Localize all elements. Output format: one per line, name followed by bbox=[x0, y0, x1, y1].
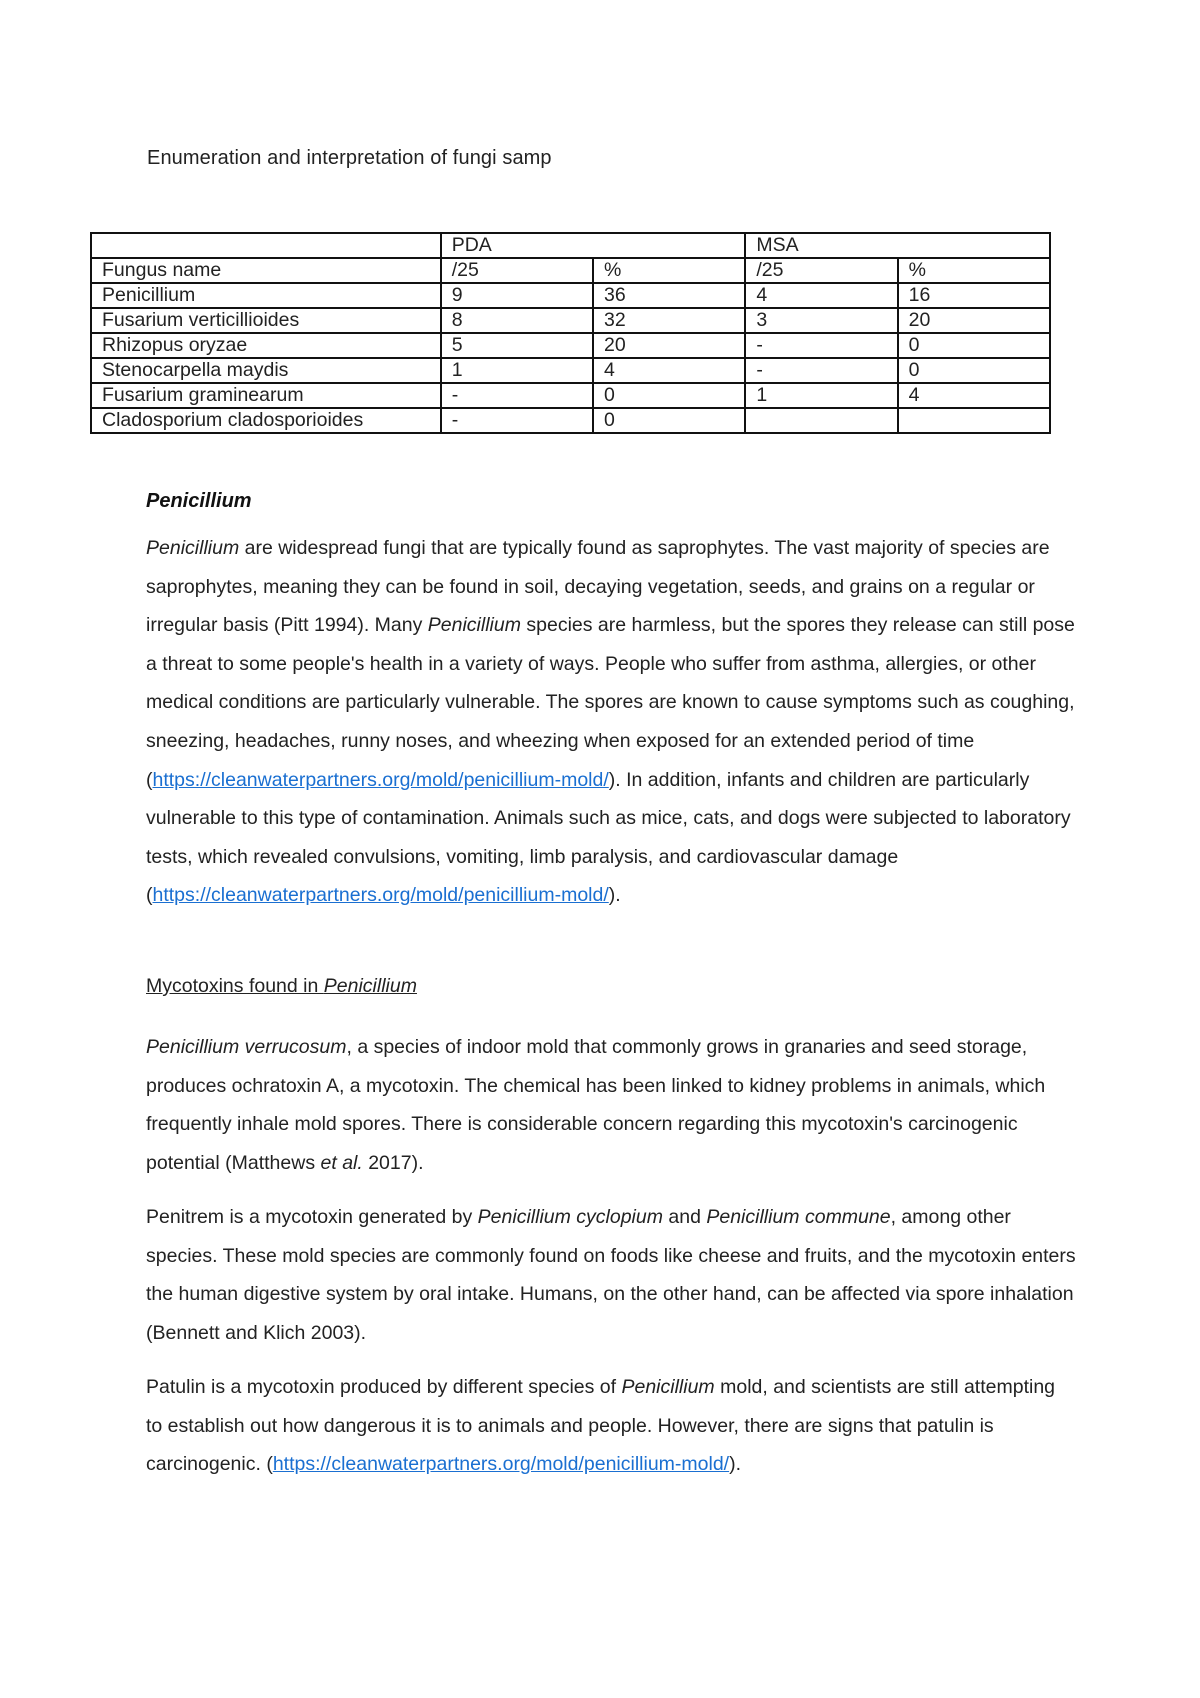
msa-percent-cell: 20 bbox=[898, 308, 1050, 333]
italic-text: Penicillium commune bbox=[706, 1206, 891, 1228]
italic-text: Penicillium cyclopium bbox=[477, 1206, 663, 1228]
fungus-name-cell: Rhizopus oryzae bbox=[91, 333, 441, 358]
paragraph-ochratoxin bbox=[146, 1028, 1076, 1182]
italic-text: Penicillium bbox=[621, 1376, 715, 1398]
paragraph-text: Penitrem is a mycotoxin generated by bbox=[146, 1206, 478, 1228]
paragraph-text: , among other species. These mold species are commonly found on foods like cheese and fruits, and the mycotoxin enters the human digestive system by oral intake. Humans, on the other hand, can be affected via spore inhalation (Bennett and Klich 2003). bbox=[146, 1206, 1076, 1344]
table-row bbox=[91, 408, 1050, 433]
table-group-header-row bbox=[91, 233, 1050, 258]
pda-percent-cell: 0 bbox=[593, 383, 745, 408]
reference-link[interactable]: https://cleanwaterpartners.org/mold/penicillium-mold/ bbox=[152, 884, 609, 907]
table-header-cell bbox=[91, 233, 441, 258]
table-header-cell: % bbox=[593, 258, 745, 283]
msa-count-cell: - bbox=[745, 358, 897, 383]
table-column-header-row bbox=[91, 258, 1050, 283]
paragraph-text: ). In addition, infants and children are particularly vulnerable to this type of contamination. Animals such as mice, cats, and dogs were subjected to laboratory tests, which revealed convulsions, vomiting, limb paralysis, and cardiovascular damage ( bbox=[146, 768, 1071, 907]
msa-count-cell: 4 bbox=[745, 283, 897, 308]
msa-count-cell bbox=[745, 408, 897, 433]
pda-percent-cell: 36 bbox=[593, 283, 745, 308]
table-row bbox=[91, 358, 1050, 383]
msa-percent-cell: 0 bbox=[898, 358, 1050, 383]
table-row bbox=[91, 308, 1050, 333]
msa-count-cell: - bbox=[745, 333, 897, 358]
table-row bbox=[91, 383, 1050, 408]
paragraph-text: species are harmless, but the spores they release can still pose a threat to some people's health in a variety of ways. People who suffer from asthma, allergies, or other medical conditions are particularly vulnerable. The spores are known to cause symptoms such as coughing, sneezing, headaches, runny noses, and wheezing when exposed for an extended period of time ( bbox=[146, 614, 1075, 791]
paragraph-text: mold, and scientists are still attempting to establish out how dangerous it is to animals and people. However, there are signs that patulin is carcinogenic. ( bbox=[146, 1376, 1056, 1476]
table-row bbox=[91, 283, 1050, 308]
table-header-cell: /25 bbox=[441, 258, 593, 283]
pda-percent-cell: 32 bbox=[593, 308, 745, 333]
msa-percent-cell bbox=[898, 408, 1050, 433]
italic-text: Penicillium bbox=[427, 614, 521, 637]
msa-percent-cell: 0 bbox=[898, 333, 1050, 358]
table-header-pda: PDA bbox=[441, 233, 746, 258]
pda-percent-cell: 20 bbox=[593, 333, 745, 358]
reference-link[interactable]: https://cleanwaterpartners.org/mold/penicillium-mold/ bbox=[272, 1453, 730, 1476]
table-header-cell: /25 bbox=[745, 258, 897, 283]
section-heading: Penicillium bbox=[146, 490, 252, 512]
msa-count-cell: 1 bbox=[745, 383, 897, 408]
subheading-text: Mycotoxins found in bbox=[146, 975, 324, 997]
pda-percent-cell: 4 bbox=[593, 358, 745, 383]
msa-percent-cell: 16 bbox=[898, 283, 1050, 308]
pda-count-cell: 1 bbox=[441, 358, 593, 383]
paragraph-penicillium-overview bbox=[146, 529, 1076, 915]
italic-text: et al. bbox=[320, 1151, 363, 1174]
msa-count-cell: 3 bbox=[745, 308, 897, 333]
fungus-name-cell: Fusarium verticillioides bbox=[91, 308, 441, 333]
pda-count-cell: 9 bbox=[441, 283, 593, 308]
fungus-name-cell: Cladosporium cladosporioides bbox=[91, 408, 441, 433]
fungus-name-cell: Stenocarpella maydis bbox=[91, 358, 441, 383]
paragraph-text: and bbox=[662, 1206, 707, 1228]
paragraph-text: ). bbox=[608, 884, 621, 907]
pda-count-cell: 8 bbox=[441, 308, 593, 333]
paragraph-penitrem bbox=[146, 1198, 1076, 1352]
table-row bbox=[91, 333, 1050, 358]
italic-text: Penicillium bbox=[323, 975, 417, 997]
fungi-results-table bbox=[90, 232, 1051, 434]
italic-text: Penicillium bbox=[146, 537, 240, 559]
italic-text: Penicillium verrucosum bbox=[146, 1036, 347, 1058]
paragraph-text: , a species of indoor mold that commonly grows in granaries and seed storage, produces ochratoxin A, a mycotoxin. The chemical has been linked to kidney problems in animals, which frequently inhale mold spores. There is considerable concern regarding this mycotoxin's carcinogenic potential (Matthews bbox=[146, 1036, 1046, 1174]
pda-count-cell: - bbox=[441, 383, 593, 408]
mycotoxins-subheading bbox=[146, 975, 417, 998]
table-header-cell: % bbox=[898, 258, 1050, 283]
reference-link[interactable]: https://cleanwaterpartners.org/mold/penicillium-mold/ bbox=[152, 768, 609, 791]
table-header-msa: MSA bbox=[745, 233, 1050, 258]
msa-percent-cell: 4 bbox=[898, 383, 1050, 408]
table-header-cell: Fungus name bbox=[91, 258, 441, 283]
pda-count-cell: 5 bbox=[441, 333, 593, 358]
paragraph-text: Patulin is a mycotoxin produced by different species of bbox=[146, 1376, 622, 1398]
fungus-name-cell: Fusarium graminearum bbox=[91, 383, 441, 408]
paragraph-patulin bbox=[146, 1368, 1076, 1484]
paragraph-text: are widespread fungi that are typically found as saprophytes. The vast majority of species are saprophytes, meaning they can be found in soil, decaying vegetation, seeds, and grains on a regular or irregular basis (Pitt 1994). Many bbox=[146, 537, 1050, 637]
paragraph-text: ). bbox=[729, 1453, 742, 1476]
paragraph-text: 2017). bbox=[362, 1151, 424, 1174]
page-title: Enumeration and interpretation of fungi samp bbox=[147, 147, 552, 169]
pda-percent-cell: 0 bbox=[593, 408, 745, 433]
fungus-name-cell: Penicillium bbox=[91, 283, 441, 308]
pda-count-cell: - bbox=[441, 408, 593, 433]
